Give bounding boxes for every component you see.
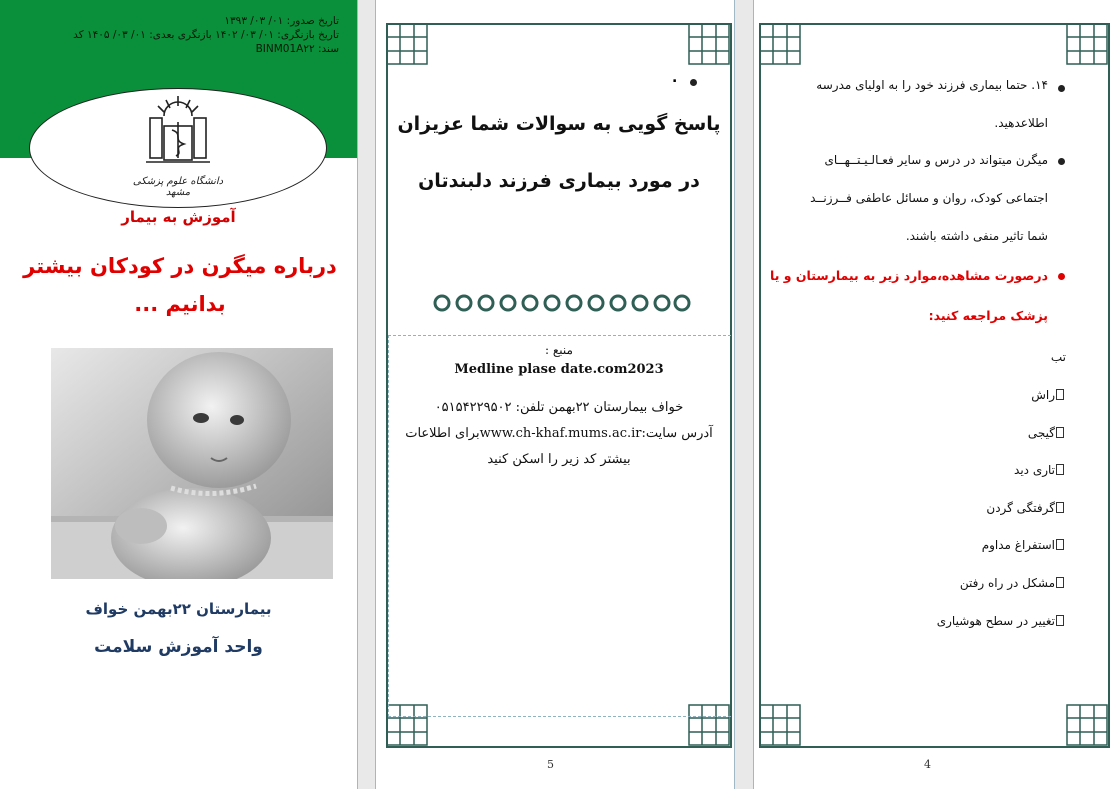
note-school-line-2: اطلاعدهید.	[994, 116, 1048, 130]
symptom-label: گرفتگی گردن	[986, 501, 1055, 515]
hospital-name: بیمارستان ۲۲بهمن خواف	[85, 600, 272, 618]
scan-instruction: بیشتر کد زیر را اسکن کنید	[487, 452, 631, 467]
symptom-item	[1031, 388, 1064, 402]
symptom-label: استفراغ مداوم	[981, 538, 1055, 552]
symptom-label: تغییر در سطح هوشیاری	[936, 614, 1055, 628]
checkbox-icon	[1056, 615, 1064, 626]
symptom-label: گیجی	[1027, 426, 1055, 440]
checkbox-icon	[1056, 502, 1064, 513]
warning-line-2: پزشک مراجعه کنید:	[928, 308, 1048, 323]
middle-title-line-1: پاسخ گویی به سوالات شما عزیزان	[397, 113, 721, 135]
symptom-item	[937, 614, 1064, 628]
checkbox-icon	[1056, 389, 1064, 400]
column-divider	[734, 0, 735, 789]
contact-box	[388, 335, 731, 717]
corner-ornament-icon	[386, 23, 428, 65]
symptom-item	[960, 576, 1064, 590]
note-school-line-1: ۱۴. حتما بیماری فرزند خود را به اولیای مدرسه	[816, 78, 1048, 92]
headline	[20, 247, 340, 323]
symptom-label: تاری دید	[1014, 463, 1055, 477]
stray-dot: .	[672, 70, 678, 86]
symptom-item	[1014, 463, 1064, 477]
page-number: 5	[547, 758, 554, 771]
review-date: تاریخ بازنگری: ۰۱/ ۰۳/ ۱۴۰۲ بازنگری بعدی: ۰۱/ ۰۳/ ۱۴۰۵ کد	[73, 29, 339, 41]
corner-ornament-icon	[1066, 704, 1108, 746]
symptom-fever: تب	[1050, 350, 1066, 364]
website-line: آدرس سایت:www.ch-khaf.mums.ac.irبرای اطلاعات	[405, 426, 713, 441]
issue-date: تاریخ صدور: ۰۱/ ۰۳/ ۱۳۹۳	[224, 15, 339, 27]
symptom-item	[986, 501, 1064, 515]
cover-panel	[0, 0, 357, 789]
patient-education-label: آموزش به بیمار	[121, 208, 236, 226]
checkbox-icon	[1056, 539, 1064, 550]
document-meta	[73, 14, 339, 56]
source-text: Medline plase date.com2023	[454, 362, 664, 377]
note-impact-line-3: شما تاثیر منفی داشته باشند.	[905, 229, 1048, 243]
symptom-label: مشکل در راه رفتن	[959, 576, 1055, 590]
corner-ornament-icon	[759, 23, 801, 65]
baby-photo	[51, 348, 333, 579]
university-logo-icon	[140, 92, 216, 176]
decorative-divider-icon	[432, 291, 692, 315]
note-impact-line-2: اجتماعی کودک، روان و مسائل عاطفی فــرزنــد	[810, 191, 1048, 205]
checkbox-icon	[1056, 427, 1064, 438]
symptom-item	[1028, 426, 1064, 440]
warning-line-1: درصورت مشاهده،موارد زیر به بیمارستان و یا	[770, 268, 1048, 283]
corner-ornament-icon	[759, 704, 801, 746]
corner-ornament-icon	[1066, 23, 1108, 65]
bullet-icon	[690, 79, 697, 86]
symptom-item	[982, 538, 1064, 552]
document-code: سند: BINM01A۲۲	[255, 43, 339, 55]
note-impact-line-1: میگرن میتواند در درس و سایر فعـالـیـتــهــای	[824, 153, 1048, 167]
health-education-unit: واحد آموزش سلامت	[94, 637, 263, 657]
university-name: دانشگاه علوم پزشکی مشهد	[132, 176, 224, 198]
page-frame	[759, 23, 1110, 748]
source-label: منبع :	[545, 343, 573, 357]
bullet-icon	[1058, 158, 1065, 165]
corner-ornament-icon	[688, 23, 730, 65]
checkbox-icon	[1056, 577, 1064, 588]
bullet-icon	[1058, 85, 1065, 92]
middle-title-line-2: در مورد بیماری فرزند دلبندتان	[418, 170, 700, 192]
column-divider	[357, 0, 358, 789]
headline-line-1: درباره میگرن در کودکان بیشتر	[23, 254, 337, 278]
symptom-label: راش	[1031, 388, 1055, 402]
page-number: 4	[924, 758, 931, 771]
bullet-icon	[1058, 273, 1065, 280]
checkbox-icon	[1056, 464, 1064, 475]
headline-line-2: بدانیم ...	[134, 292, 226, 316]
address-phone: خواف بیمارستان ۲۲بهمن تلفن: ۰۵۱۵۴۲۲۹۵۰۲	[434, 400, 684, 415]
